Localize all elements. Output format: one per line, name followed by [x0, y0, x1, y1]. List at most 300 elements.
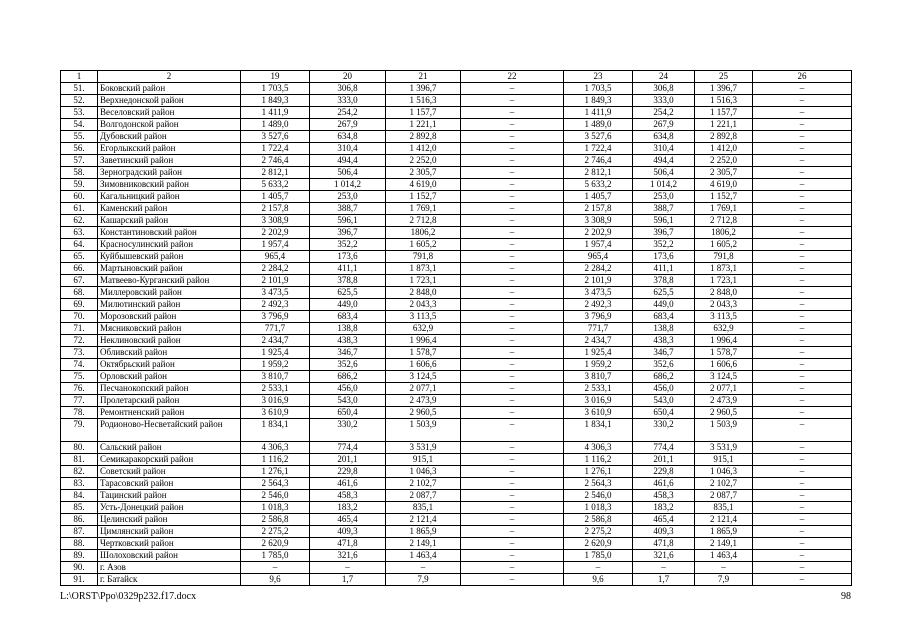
value-cell: –: [461, 490, 564, 502]
value-cell: –: [753, 107, 852, 119]
table-row: [61, 299, 852, 311]
value-cell: 321,6: [310, 550, 386, 562]
table-header-row: [61, 71, 852, 83]
value-cell: 1 959,2: [241, 359, 310, 371]
value-cell: 791,8: [695, 251, 753, 263]
value-cell: 2 812,1: [241, 167, 310, 179]
district-name-cell: Шолоховский район: [98, 550, 241, 562]
district-name-cell: Мартыновский район: [98, 263, 241, 275]
value-cell: 7,9: [695, 574, 753, 586]
value-cell: 330,2: [310, 419, 386, 442]
value-cell: –: [753, 191, 852, 203]
value-cell: 378,8: [633, 275, 695, 287]
value-cell: –: [753, 347, 852, 359]
value-cell: 686,2: [633, 371, 695, 383]
value-cell: 1 925,4: [241, 347, 310, 359]
value-cell: –: [753, 251, 852, 263]
value-cell: –: [753, 335, 852, 347]
row-number-cell: 84.: [61, 490, 98, 502]
table-row: [61, 514, 852, 526]
row-number-cell: 62.: [61, 215, 98, 227]
table-row: [61, 454, 852, 466]
district-name-cell: Тацинский район: [98, 490, 241, 502]
district-name-cell: г. Батайск: [98, 574, 241, 586]
value-cell: 378,8: [310, 275, 386, 287]
column-header: 1: [61, 71, 98, 83]
value-cell: 2 275,2: [564, 526, 633, 538]
value-cell: –: [461, 143, 564, 155]
district-name-cell: Волгодонской район: [98, 119, 241, 131]
row-number-cell: 64.: [61, 239, 98, 251]
row-number-cell: 66.: [61, 263, 98, 275]
value-cell: 1 489,0: [241, 119, 310, 131]
value-cell: –: [753, 383, 852, 395]
value-cell: 1 412,0: [695, 143, 753, 155]
value-cell: 1 834,1: [241, 419, 310, 442]
value-cell: 3 308,9: [564, 215, 633, 227]
value-cell: 3 473,5: [241, 287, 310, 299]
value-cell: 5 633,2: [241, 179, 310, 191]
value-cell: 352,6: [310, 359, 386, 371]
value-cell: 1 578,7: [386, 347, 461, 359]
value-cell: 306,8: [633, 83, 695, 95]
value-cell: –: [753, 287, 852, 299]
value-cell: 201,1: [310, 454, 386, 466]
value-cell: 411,1: [633, 263, 695, 275]
value-cell: 1 865,9: [386, 526, 461, 538]
district-name-cell: Усть-Донецкий район: [98, 502, 241, 514]
value-cell: 409,3: [310, 526, 386, 538]
value-cell: 1 723,1: [695, 275, 753, 287]
value-cell: 471,8: [633, 538, 695, 550]
row-number-cell: 80.: [61, 442, 98, 454]
value-cell: –: [753, 83, 852, 95]
table-row: [61, 466, 852, 478]
table-row: [61, 167, 852, 179]
value-cell: 9,6: [241, 574, 310, 586]
value-cell: 2 848,0: [386, 287, 461, 299]
value-cell: 1 411,9: [241, 107, 310, 119]
value-cell: –: [753, 299, 852, 311]
value-cell: 2 101,9: [241, 275, 310, 287]
district-name-cell: Зерноградский район: [98, 167, 241, 179]
value-cell: 2 121,4: [695, 514, 753, 526]
value-cell: –: [461, 371, 564, 383]
district-name-cell: Обливский район: [98, 347, 241, 359]
value-cell: 2 892,8: [386, 131, 461, 143]
value-cell: –: [753, 179, 852, 191]
value-cell: 2 087,7: [386, 490, 461, 502]
value-cell: –: [461, 275, 564, 287]
value-cell: 411,1: [310, 263, 386, 275]
value-cell: 3 527,6: [241, 131, 310, 143]
value-cell: –: [461, 155, 564, 167]
column-header: 23: [564, 71, 633, 83]
value-cell: 3 124,5: [695, 371, 753, 383]
value-cell: –: [753, 407, 852, 419]
value-cell: 1 276,1: [241, 466, 310, 478]
table-row: [61, 83, 852, 95]
row-number-cell: 71.: [61, 323, 98, 335]
value-cell: 333,0: [633, 95, 695, 107]
value-cell: 1 276,1: [564, 466, 633, 478]
row-number-cell: 65.: [61, 251, 98, 263]
value-cell: 471,8: [310, 538, 386, 550]
district-name-cell: Советский район: [98, 466, 241, 478]
value-cell: 352,6: [633, 359, 695, 371]
table-row: [61, 359, 852, 371]
district-name-cell: Матвеево-Курганский район: [98, 275, 241, 287]
district-name-cell: Мясниковский район: [98, 323, 241, 335]
district-name-cell: Целинский район: [98, 514, 241, 526]
value-cell: 835,1: [386, 502, 461, 514]
value-cell: 1 396,7: [386, 83, 461, 95]
value-cell: 5 633,2: [564, 179, 633, 191]
table-row: [61, 263, 852, 275]
value-cell: 2 305,7: [695, 167, 753, 179]
value-cell: 229,8: [633, 466, 695, 478]
table-row: [61, 419, 852, 442]
value-cell: –: [241, 562, 310, 574]
value-cell: 1 578,7: [695, 347, 753, 359]
value-cell: 1 606,6: [386, 359, 461, 371]
value-cell: 1 957,4: [564, 239, 633, 251]
value-cell: 346,7: [310, 347, 386, 359]
value-cell: –: [461, 83, 564, 95]
value-cell: 2 564,3: [241, 478, 310, 490]
value-cell: –: [753, 131, 852, 143]
value-cell: –: [461, 383, 564, 395]
value-cell: 1 405,7: [564, 191, 633, 203]
row-number-cell: 53.: [61, 107, 98, 119]
value-cell: –: [461, 251, 564, 263]
value-cell: 267,9: [310, 119, 386, 131]
value-cell: 2 305,7: [386, 167, 461, 179]
value-cell: –: [753, 323, 852, 335]
district-name-cell: Октябрьский район: [98, 359, 241, 371]
district-name-cell: Каменский район: [98, 203, 241, 215]
value-cell: 2 473,9: [695, 395, 753, 407]
value-cell: 2 586,8: [241, 514, 310, 526]
value-cell: 3 124,5: [386, 371, 461, 383]
value-cell: 2 077,1: [386, 383, 461, 395]
value-cell: 254,2: [310, 107, 386, 119]
value-cell: 771,7: [241, 323, 310, 335]
value-cell: 2 533,1: [564, 383, 633, 395]
row-number-cell: 90.: [61, 562, 98, 574]
table-row: [61, 239, 852, 251]
value-cell: 494,4: [310, 155, 386, 167]
value-cell: 1 723,1: [386, 275, 461, 287]
value-cell: –: [461, 419, 564, 442]
value-cell: 1 018,3: [241, 502, 310, 514]
column-header: 25: [695, 71, 753, 83]
value-cell: 3 810,7: [564, 371, 633, 383]
value-cell: 1 769,1: [695, 203, 753, 215]
row-number-cell: 51.: [61, 83, 98, 95]
value-cell: 494,4: [633, 155, 695, 167]
value-cell: 1 873,1: [695, 263, 753, 275]
row-number-cell: 78.: [61, 407, 98, 419]
value-cell: 2 284,2: [564, 263, 633, 275]
value-cell: –: [461, 167, 564, 179]
value-cell: 632,9: [386, 323, 461, 335]
value-cell: 2 712,8: [695, 215, 753, 227]
value-cell: 306,8: [310, 83, 386, 95]
value-cell: 543,0: [633, 395, 695, 407]
value-cell: 1 157,7: [695, 107, 753, 119]
row-number-cell: 54.: [61, 119, 98, 131]
value-cell: 3 796,9: [241, 311, 310, 323]
value-cell: 3 810,7: [241, 371, 310, 383]
row-number-cell: 88.: [61, 538, 98, 550]
value-cell: 3 016,9: [241, 395, 310, 407]
value-cell: –: [461, 407, 564, 419]
value-cell: 1 221,1: [386, 119, 461, 131]
value-cell: 201,1: [633, 454, 695, 466]
value-cell: 2 284,2: [241, 263, 310, 275]
value-cell: 3 527,6: [564, 131, 633, 143]
value-cell: 1 046,3: [386, 466, 461, 478]
value-cell: 465,4: [633, 514, 695, 526]
table-row: [61, 251, 852, 263]
value-cell: –: [753, 275, 852, 287]
district-name-cell: Пролетарский район: [98, 395, 241, 407]
row-number-cell: 52.: [61, 95, 98, 107]
value-cell: 1 503,9: [695, 419, 753, 442]
value-cell: –: [753, 311, 852, 323]
value-cell: 254,2: [633, 107, 695, 119]
row-number-cell: 56.: [61, 143, 98, 155]
value-cell: 2 043,3: [386, 299, 461, 311]
value-cell: –: [461, 478, 564, 490]
value-cell: 2 252,0: [386, 155, 461, 167]
value-cell: 138,8: [310, 323, 386, 335]
value-cell: 396,7: [310, 227, 386, 239]
value-cell: –: [461, 526, 564, 538]
value-cell: 267,9: [633, 119, 695, 131]
table-row: [61, 395, 852, 407]
value-cell: 1 116,2: [241, 454, 310, 466]
value-cell: –: [461, 562, 564, 574]
value-cell: 1 116,2: [564, 454, 633, 466]
value-cell: 632,9: [695, 323, 753, 335]
value-cell: 1 605,2: [386, 239, 461, 251]
value-cell: 650,4: [310, 407, 386, 419]
value-cell: 543,0: [310, 395, 386, 407]
table-row: [61, 227, 852, 239]
row-number-cell: 77.: [61, 395, 98, 407]
value-cell: 3 610,9: [564, 407, 633, 419]
value-cell: –: [564, 562, 633, 574]
row-number-cell: 89.: [61, 550, 98, 562]
value-cell: –: [753, 167, 852, 179]
value-cell: 1,7: [633, 574, 695, 586]
value-cell: 173,6: [310, 251, 386, 263]
value-cell: 2 275,2: [241, 526, 310, 538]
value-cell: 1 412,0: [386, 143, 461, 155]
district-name-cell: Кашарский район: [98, 215, 241, 227]
data-table: [60, 70, 852, 586]
value-cell: 2 043,3: [695, 299, 753, 311]
value-cell: –: [461, 502, 564, 514]
value-cell: 1 849,3: [564, 95, 633, 107]
value-cell: 2 746,4: [564, 155, 633, 167]
value-cell: 2 202,9: [241, 227, 310, 239]
value-cell: 1 396,7: [695, 83, 753, 95]
value-cell: –: [461, 95, 564, 107]
district-name-cell: Родионово-Несветайский район: [98, 419, 241, 442]
value-cell: 1 221,1: [695, 119, 753, 131]
value-cell: –: [461, 442, 564, 454]
value-cell: 2 960,5: [386, 407, 461, 419]
value-cell: 1 873,1: [386, 263, 461, 275]
district-name-cell: г. Азов: [98, 562, 241, 574]
district-name-cell: Семикаракорский район: [98, 454, 241, 466]
page-number: 98: [841, 591, 851, 602]
table-row: [61, 119, 852, 131]
row-number-cell: 57.: [61, 155, 98, 167]
value-cell: –: [753, 466, 852, 478]
value-cell: –: [461, 311, 564, 323]
value-cell: 1 834,1: [564, 419, 633, 442]
value-cell: 774,4: [310, 442, 386, 454]
value-cell: 2 746,4: [241, 155, 310, 167]
table-row: [61, 143, 852, 155]
value-cell: –: [461, 454, 564, 466]
row-number-cell: 86.: [61, 514, 98, 526]
value-cell: 1 996,4: [386, 335, 461, 347]
column-header: 2: [98, 71, 241, 83]
district-name-cell: Милютинский район: [98, 299, 241, 311]
value-cell: 3 796,9: [564, 311, 633, 323]
column-header: 20: [310, 71, 386, 83]
row-number-cell: 61.: [61, 203, 98, 215]
value-cell: 2 546,0: [241, 490, 310, 502]
value-cell: –: [753, 371, 852, 383]
value-cell: –: [386, 562, 461, 574]
district-name-cell: Веселовский район: [98, 107, 241, 119]
district-name-cell: Тарасовский район: [98, 478, 241, 490]
value-cell: 1 489,0: [564, 119, 633, 131]
value-cell: 625,5: [633, 287, 695, 299]
table-row: [61, 287, 852, 299]
value-cell: –: [753, 155, 852, 167]
table-row: [61, 478, 852, 490]
value-cell: 1806,2: [695, 227, 753, 239]
value-cell: 4 619,0: [386, 179, 461, 191]
value-cell: 310,4: [310, 143, 386, 155]
value-cell: 9,6: [564, 574, 633, 586]
value-cell: –: [695, 562, 753, 574]
value-cell: 1 849,3: [241, 95, 310, 107]
value-cell: 2 586,8: [564, 514, 633, 526]
value-cell: 1 996,4: [695, 335, 753, 347]
table-row: [61, 502, 852, 514]
value-cell: 2 564,3: [564, 478, 633, 490]
value-cell: –: [461, 347, 564, 359]
table-row: [61, 490, 852, 502]
value-cell: 1 463,4: [386, 550, 461, 562]
value-cell: 310,4: [633, 143, 695, 155]
table-row: [61, 131, 852, 143]
column-header: 22: [461, 71, 564, 83]
value-cell: 2 202,9: [564, 227, 633, 239]
value-cell: 1 463,4: [695, 550, 753, 562]
value-cell: –: [753, 263, 852, 275]
table-row: [61, 347, 852, 359]
district-name-cell: Песчанокопский район: [98, 383, 241, 395]
value-cell: –: [461, 574, 564, 586]
row-number-cell: 63.: [61, 227, 98, 239]
table-row: [61, 335, 852, 347]
district-name-cell: Куйбышевский район: [98, 251, 241, 263]
value-cell: –: [310, 562, 386, 574]
value-cell: –: [753, 203, 852, 215]
value-cell: –: [753, 526, 852, 538]
value-cell: 774,4: [633, 442, 695, 454]
value-cell: 1 516,3: [695, 95, 753, 107]
value-cell: 1 722,4: [564, 143, 633, 155]
value-cell: –: [753, 215, 852, 227]
value-cell: –: [753, 490, 852, 502]
table-row: [61, 526, 852, 538]
value-cell: –: [753, 442, 852, 454]
district-name-cell: Сальский район: [98, 442, 241, 454]
value-cell: –: [461, 359, 564, 371]
value-cell: 1 411,9: [564, 107, 633, 119]
row-number-cell: 75.: [61, 371, 98, 383]
value-cell: 173,6: [633, 251, 695, 263]
value-cell: 835,1: [695, 502, 753, 514]
value-cell: –: [461, 215, 564, 227]
district-name-cell: Зимовниковский район: [98, 179, 241, 191]
value-cell: 915,1: [695, 454, 753, 466]
value-cell: 2 492,3: [564, 299, 633, 311]
district-name-cell: Егорлыкский район: [98, 143, 241, 155]
district-name-cell: Константиновский район: [98, 227, 241, 239]
value-cell: 1 157,7: [386, 107, 461, 119]
value-cell: –: [753, 419, 852, 442]
value-cell: –: [461, 191, 564, 203]
value-cell: 2 077,1: [695, 383, 753, 395]
value-cell: –: [461, 287, 564, 299]
value-cell: 2 434,7: [241, 335, 310, 347]
value-cell: 388,7: [633, 203, 695, 215]
value-cell: 3 113,5: [386, 311, 461, 323]
value-cell: –: [461, 299, 564, 311]
row-number-cell: 55.: [61, 131, 98, 143]
value-cell: 2 149,1: [695, 538, 753, 550]
table-row: [61, 203, 852, 215]
row-number-cell: 85.: [61, 502, 98, 514]
value-cell: 458,3: [633, 490, 695, 502]
value-cell: 138,8: [633, 323, 695, 335]
value-cell: 2 960,5: [695, 407, 753, 419]
value-cell: –: [461, 227, 564, 239]
district-name-cell: Ремонтненский район: [98, 407, 241, 419]
value-cell: 456,0: [633, 383, 695, 395]
value-cell: 965,4: [241, 251, 310, 263]
row-number-cell: 82.: [61, 466, 98, 478]
table-row: [61, 191, 852, 203]
row-number-cell: 91.: [61, 574, 98, 586]
value-cell: 1 152,7: [695, 191, 753, 203]
table-row: [61, 323, 852, 335]
value-cell: 2 492,3: [241, 299, 310, 311]
table-row: [61, 179, 852, 191]
value-cell: 506,4: [310, 167, 386, 179]
